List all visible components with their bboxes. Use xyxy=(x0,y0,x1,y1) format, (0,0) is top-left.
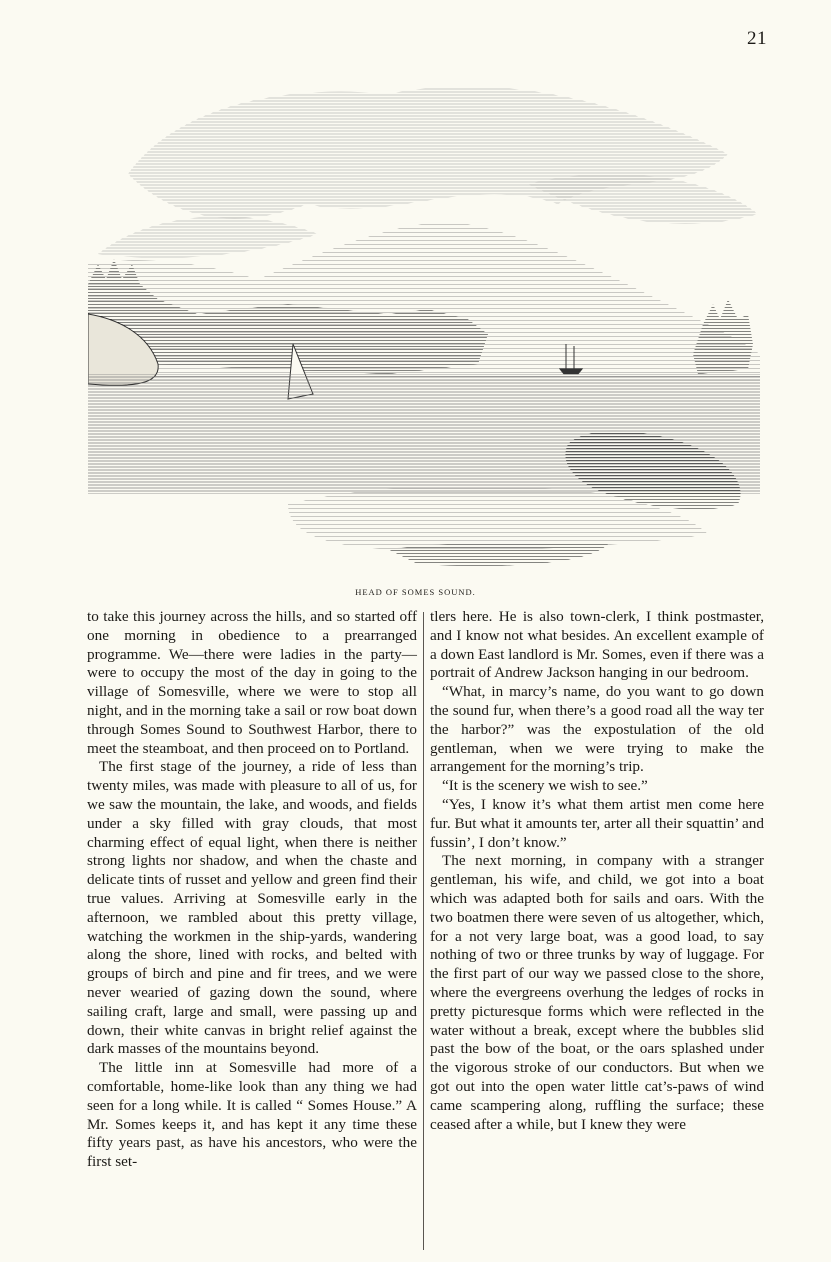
engraving-illustration xyxy=(88,64,760,572)
left-text-column xyxy=(87,608,417,1172)
column-divider xyxy=(423,612,424,1250)
paragraph: The little inn at Somesville had more of a comfortable, home-like look than any thing we had seen for a long while. It is called “ Somes House.” A Mr. Somes keeps it, and has kept it any time these fifty years past, as have his ancestors, who were the first set- xyxy=(87,1059,417,1171)
paragraph: The first stage of the journey, a ride of less than twenty miles, was made with pleasure to all of us, for we saw the mountain, the lake, and woods, and fields under a sky filled with gray clouds, that most charming effect of equal light, when there is neither strong lights nor shadow, and when the chaste and delicate tints of russet and yellow and green find their true values. Arriving at Somesville early in the afternoon, we rambled about this pretty village, watching the workmen in the ship-yards, wandering along the shore, lined with rocks, and belted with groups of birch and pine and fir trees, and we were never wearied of gazing down the sound, where sailing craft, large and small, were passing up and down, their white canvas in bright relief against the dark masses of the mountains beyond. xyxy=(87,758,417,1058)
page-number: 21 xyxy=(747,28,767,49)
paragraph: tlers here. He is also town-clerk, I think postmaster, and I know not what besides. An excellent example of a down East landlord is Mr. Somes, even if there was a portrait of Andrew Jackson hanging in our bedroom. xyxy=(430,608,764,682)
paragraph: “It is the scenery we wish to see.” xyxy=(442,777,648,795)
paragraph: “What, in marcy’s name, do you want to go down the sound fur, when there’s a good road all the way ter the harbor?” was the expostulation of the old gentleman, when we were trying to make the arrangement for the morning’s trip. xyxy=(430,683,764,776)
paragraph: The next morning, in company with a stranger gentleman, his wife, and child, we got into a boat which was adapted both for sails and oars. With the two boatmen there were seven of us altogether, which, for a not very large boat, was a good load, to say nothing of two or three trunks by way of luggage. For the first part of our way we passed close to the shore, where the evergreens overhung the ledges of rocks in pretty picturesque forms which were reflected in the water without a break, except where the bubbles slid past the bow of the boat, or the oars splashed under the vigorous stroke of our conductors. But when we got out into the open water little cat’s-paws of wind came scampering along, ruffling the surface; these ceased after a while, but I knew they were xyxy=(430,852,764,1133)
paragraph: “Yes, I know it’s what them artist men come here fur. But what it amounts ter, arter all their squattin’ and fussin’, I don’t know.” xyxy=(430,795,764,851)
illustration-caption: HEAD OF SOMES SOUND. xyxy=(355,587,476,597)
right-text-column xyxy=(430,608,764,1134)
paragraph: to take this journey across the hills, and so started off one morning in obedience to a prearranged programme. We—there were ladies in the party—were to occupy the most of the day in going to the village of Somesville, where we were to stop all night, and in the morning take a sail or row boat down through Somes Sound to Southwest Harbor, there to meet the steamboat, and then proceed on to Portland. xyxy=(87,608,417,757)
